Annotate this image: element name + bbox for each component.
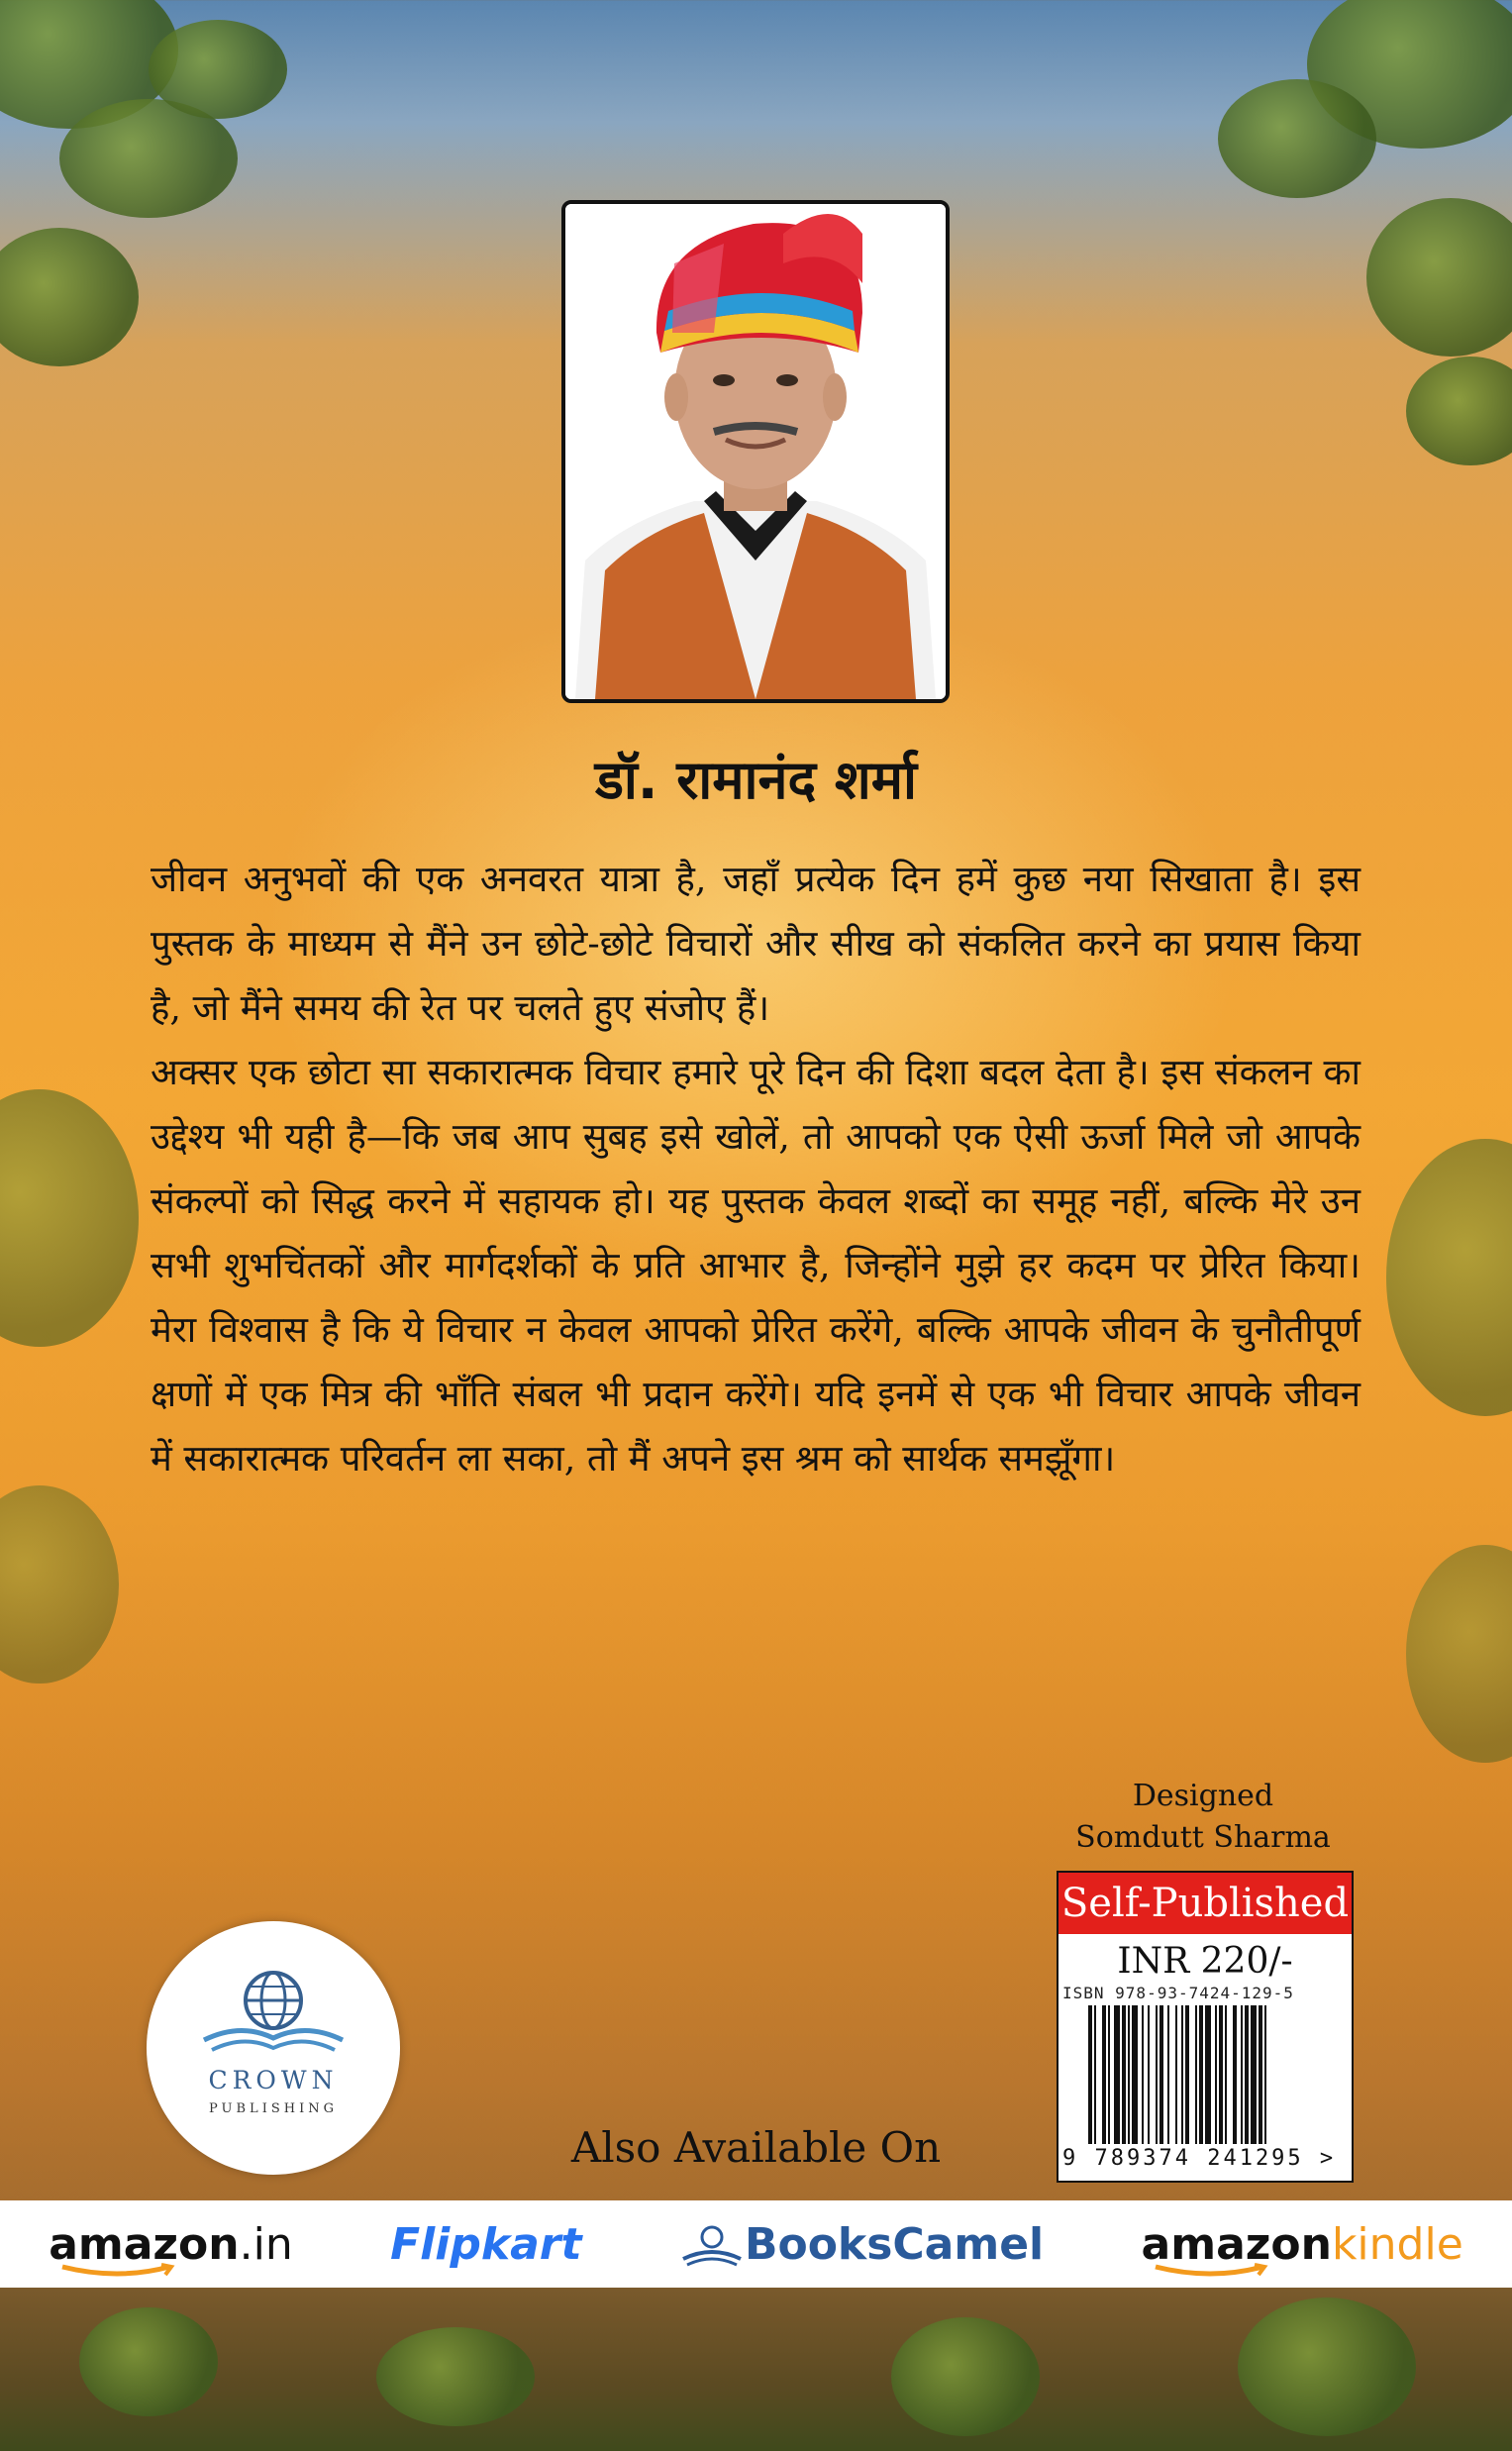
store-bookscamel <box>679 2219 1044 2270</box>
author-name: डॉ. रामानंद शर्मा <box>595 749 917 811</box>
designed-label: Designed <box>1132 1779 1274 1813</box>
amazon-smile-icon <box>1152 2263 1270 2279</box>
self-published-badge: Self-Published <box>1058 1873 1352 1934</box>
store-amazon-kindle-part2: kindle <box>1331 2218 1463 2270</box>
publisher-name: CROWN <box>208 2066 339 2094</box>
price-label: INR 220/- <box>1117 1941 1293 1982</box>
author-portrait-illustration <box>565 204 946 699</box>
globe-book-icon <box>147 1921 400 2060</box>
store-bookscamel-label: BooksCamel <box>744 2218 1045 2270</box>
blurb-paragraph: जीवन अनुभवों की एक अनवरत यात्रा है, जहाँ प्रत्येक दिन हमें कुछ नया सिखाता है। इस पुस्तक के माध्यम से मैंने उन छोटे-छोटे विचारों और सीख को संकलित करने का प्रयास किया है, जो मैंने समय की रेत पर चलते हुए संजोए हैं। <box>151 858 1361 1029</box>
designer-name: Somdutt Sharma <box>1075 1820 1331 1855</box>
bottom-grass-decoration <box>0 2288 1512 2451</box>
store-amazon-kindle-part1: amazon <box>1141 2218 1332 2270</box>
book-blurb <box>151 847 1361 1490</box>
designer-credit <box>1055 1776 1352 1859</box>
bookscamel-icon <box>679 2219 745 2269</box>
store-flipkart-label: Flipkart <box>390 2218 582 2270</box>
also-available-heading: Also Available On <box>570 2123 942 2172</box>
store-amazon-in <box>49 2219 293 2270</box>
barcode-digits: 9 789374 241295 > <box>1062 2146 1337 2171</box>
store-amazon-in-part2: .in <box>239 2218 293 2270</box>
publisher-subtitle: PUBLISHING <box>209 2101 338 2116</box>
store-amazon-in-part1: amazon <box>49 2218 240 2270</box>
author-photo <box>561 200 950 703</box>
store-flipkart <box>390 2219 581 2270</box>
blurb-paragraph: अक्सर एक छोटा सा सकारात्मक विचार हमारे पूरे दिन की दिशा बदल देता है। इस संकलन का उद्देश्य भी यही है—कि जब आप सुबह इसे खोलें, तो आपको एक ऐसी ऊर्जा मिले जो आपके संकल्पों को सिद्ध करने में सहायक हो। यह पुस्तक केवल शब्दों का समूह नहीं, बल्कि मेरे उन सभी शुभचिंतकों और मार्गदर्शकों के प्रति आभार है, जिन्होंने मुझे हर कदम पर प्रेरित किया। मेरा विश्वास है कि ये विचार न केवल आपको प्रेरित करेंगे, बल्कि आपके जीवन के चुनौतीपूर्ण क्षणों में एक मित्र की भाँति संबल भी प्रदान करेंगे। यदि इनमें से एक भी विचार आपके जीवन में सकारात्मक परिवर्तन ला सका, तो मैं अपने इस श्रम को सार्थक समझूँगा। <box>151 1051 1361 1480</box>
isbn-number: ISBN 978-93-7424-129-5 <box>1062 1984 1294 2002</box>
store-amazon-kindle <box>1142 2219 1463 2270</box>
store-logos <box>0 2200 1512 2288</box>
amazon-smile-icon <box>58 2263 177 2279</box>
